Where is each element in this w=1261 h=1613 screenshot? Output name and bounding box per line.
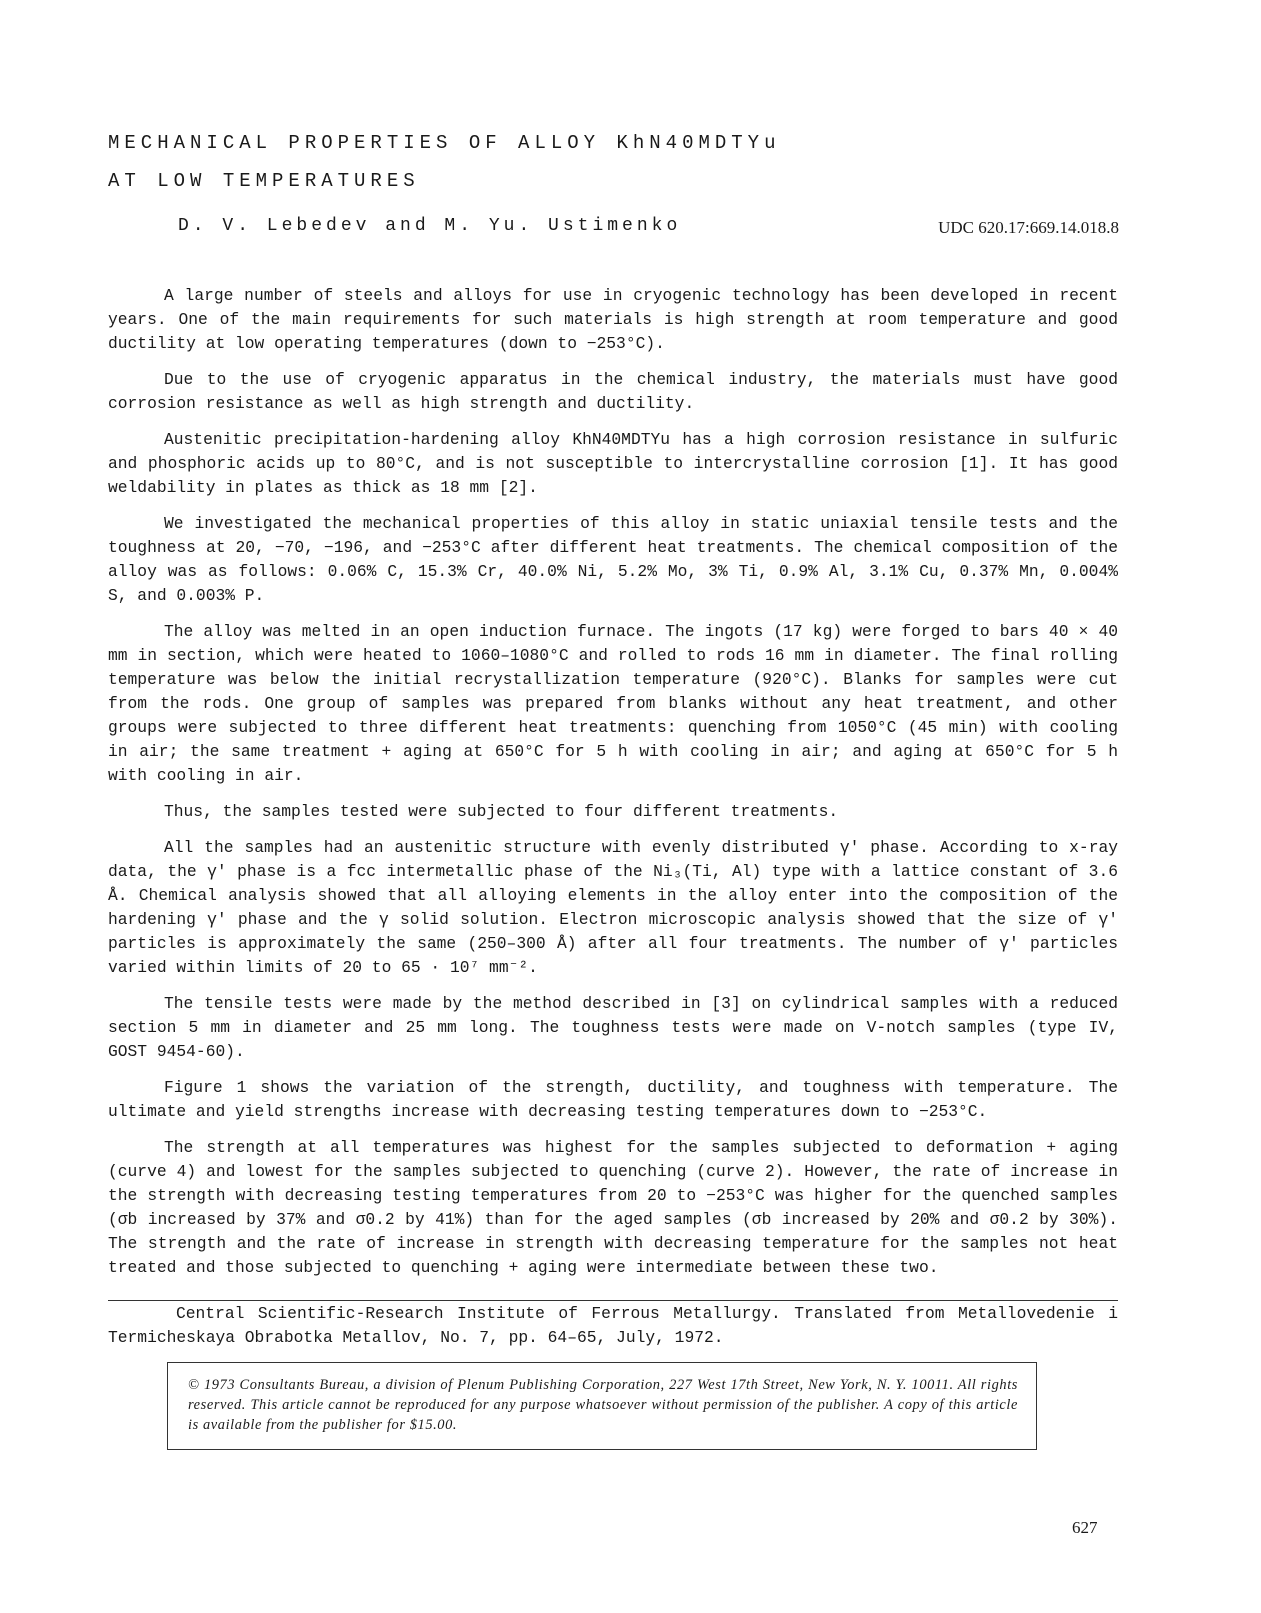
title-line-2: AT LOW TEMPERATURES: [108, 170, 420, 192]
copyright-box: [167, 1362, 1037, 1450]
paragraph: Austenitic precipitation-hardening alloy KhN40MDTYu has a high corrosion resistance in sulfuric and phosphoric acids up to 80°C, and is not susceptible to intercrystalline corrosion [1]. It has good weldability in plates as thick as 18 mm [2].: [108, 430, 1118, 497]
footnote-divider: [108, 1300, 1118, 1301]
paragraph: The tensile tests were made by the method described in [3] on cylindrical samples with a reduced section 5 mm in diameter and 25 mm long. The toughness tests were made on V-notch samples (type IV, GOST 9454-60).: [108, 994, 1118, 1061]
paragraph: Figure 1 shows the variation of the strength, ductility, and toughness with temperature. The ultimate and yield strengths increase with decreasing testing temperatures down to −253°C.: [108, 1078, 1118, 1121]
paragraph: We investigated the mechanical properties of this alloy in static uniaxial tensile tests and the toughness at 20, −70, −196, and −253°C after different heat treatments. The chemical composition of the alloy was as follows: 0.06% C, 15.3% Cr, 40.0% Ni, 5.2% Mo, 3% Ti, 0.9% Al, 3.1% Cu, 0.37% Mn, 0.004% S, and 0.003% P.: [108, 514, 1118, 605]
paragraph: The alloy was melted in an open induction furnace. The ingots (17 kg) were forged to bars 40 × 40 mm in section, which were heated to 1060–1080°C and rolled to rods 16 mm in diameter. The final rolling temperature was below the initial recrystallization temperature (920°C). Blanks for samples were cut from the rods. One group of samples was prepared from blanks without any heat treatment, and other groups were subjected to three different heat treatments: quenching from 1050°C (45 min) with cooling in air; the same treatment + aging at 650°C for 5 h with cooling in air; and aging at 650°C for 5 h with cooling in air.: [108, 622, 1118, 785]
title-line-1: MECHANICAL PROPERTIES OF ALLOY KhN40MDTYu: [108, 132, 781, 154]
page-number: 627: [1072, 1518, 1098, 1537]
copyright-notice: © 1973 Consultants Bureau, a division of Plenum Publishing Corporation, 227 West 17th Street, New York, N. Y. 10011. All rights reserved. This article cannot be reproduced for any purpose whatsoever without permission of the publisher. A copy of this article is available from the publisher for $15.00.: [188, 1377, 1018, 1433]
paragraph: Due to the use of cryogenic apparatus in the chemical industry, the materials must have good corrosion resistance as well as high strength and ductility.: [108, 370, 1118, 413]
udc-code: UDC 620.17:669.14.018.8: [938, 218, 1119, 237]
article-body: [108, 284, 1118, 1292]
paragraph: All the samples had an austenitic structure with evenly distributed γ' phase. According to x-ray data, the γ' phase is a fcc intermetallic phase of the Ni₃(Ti, Al) type with a lattice constant of 3.6 Å. Chemical analysis showed that all alloying elements in the alloy enter into the composition of the hardening γ' phase and the γ solid solution. Electron microscopic analysis showed that the size of γ' particles is approximately the same (250–300 Å) after all four treatments. The number of γ' particles varied within limits of 20 to 65 · 10⁷ mm⁻².: [108, 838, 1118, 977]
paragraph: A large number of steels and alloys for use in cryogenic technology has been developed in recent years. One of the main requirements for such materials is high strength at room temperature and good ductility at low operating temperatures (down to −253°C).: [108, 286, 1118, 353]
affiliation-footnote: Central Scientific-Research Institute of Ferrous Metallurgy. Translated from Metallovedenie i Termicheskaya Obrabotka Metallov, No. 7, pp. 64–65, July, 1972.: [108, 1304, 1118, 1347]
paragraph: Thus, the samples tested were subjected to four different treatments.: [164, 802, 839, 821]
authors: D. V. Lebedev and M. Yu. Ustimenko: [178, 216, 682, 236]
paragraph: The strength at all temperatures was highest for the samples subjected to deformation + aging (curve 4) and lowest for the samples subjected to quenching (curve 2). However, the rate of increase in the strength with decreasing testing temperatures from 20 to −253°C was higher for the quenched samples (σb increased by 37% and σ0.2 by 41%) than for the aged samples (σb increased by 20% and σ0.2 by 30%). The strength and the rate of increase in strength with decreasing temperature for the samples not heat treated and those subjected to quenching + aging were intermediate between these two.: [108, 1138, 1118, 1277]
